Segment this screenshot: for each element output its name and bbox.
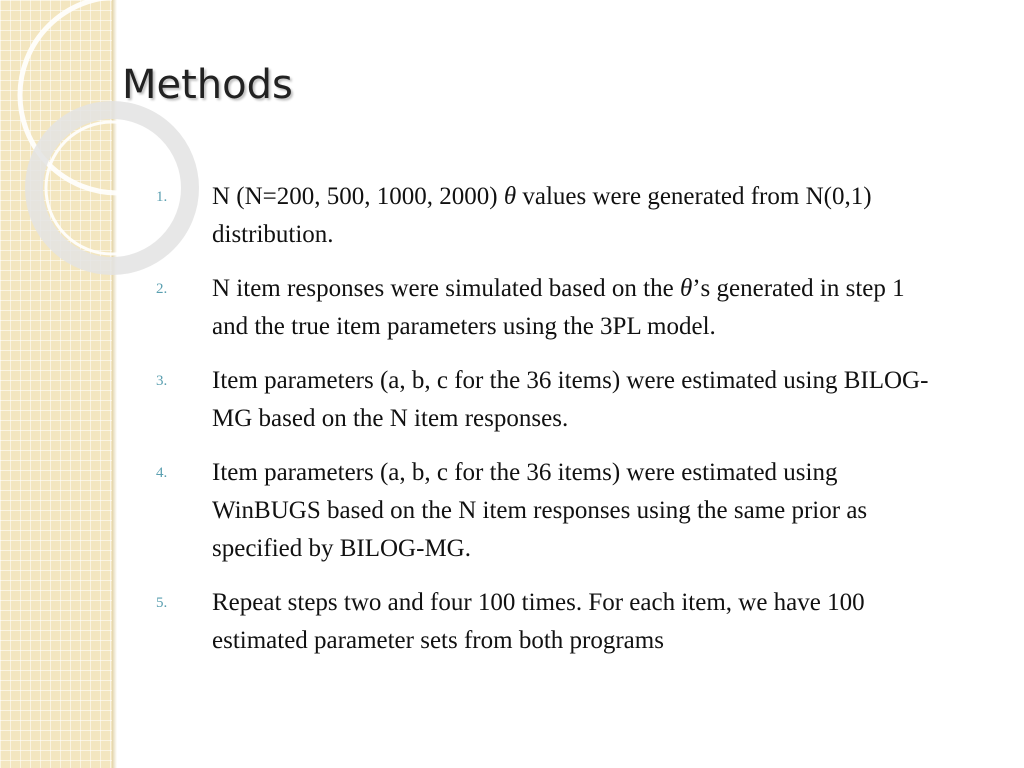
list-number: 1. (156, 189, 168, 205)
list-item (152, 362, 932, 438)
list-number: 4. (156, 465, 168, 481)
list-item (152, 270, 932, 346)
methods-list (152, 178, 932, 676)
list-item-text (212, 178, 932, 254)
text-segment: N (N=200, 500, 1000, 2000) (212, 183, 504, 210)
slide-title: Methods (122, 62, 293, 108)
list-number: 3. (156, 373, 168, 389)
list-item-text: Repeat steps two and four 100 times. For each item, we have 100 estimated parameter sets from both programs (212, 589, 865, 654)
list-item-text (212, 270, 932, 346)
list-number: 5. (156, 595, 168, 611)
theta-symbol: θ (679, 275, 693, 302)
list-item (152, 454, 932, 568)
theta-symbol: θ (503, 183, 517, 210)
list-item-text: Item parameters (a, b, c for the 36 items) were estimated using WinBUGS based on the N item responses using the same prior as specified by BILOG-MG. (212, 459, 868, 562)
list-item (152, 584, 932, 660)
text-segment: ’s generated in step 1 and the true item parameters using the 3PL model. (212, 275, 905, 340)
list-item (152, 178, 932, 254)
list-number: 2. (156, 281, 168, 297)
text-segment: values were generated from N(0,1) distribution. (212, 183, 872, 248)
list-item-text: Item parameters (a, b, c for the 36 items) were estimated using BILOG-MG based on the N item responses. (212, 367, 929, 432)
text-segment: N item responses were simulated based on the (212, 275, 680, 302)
